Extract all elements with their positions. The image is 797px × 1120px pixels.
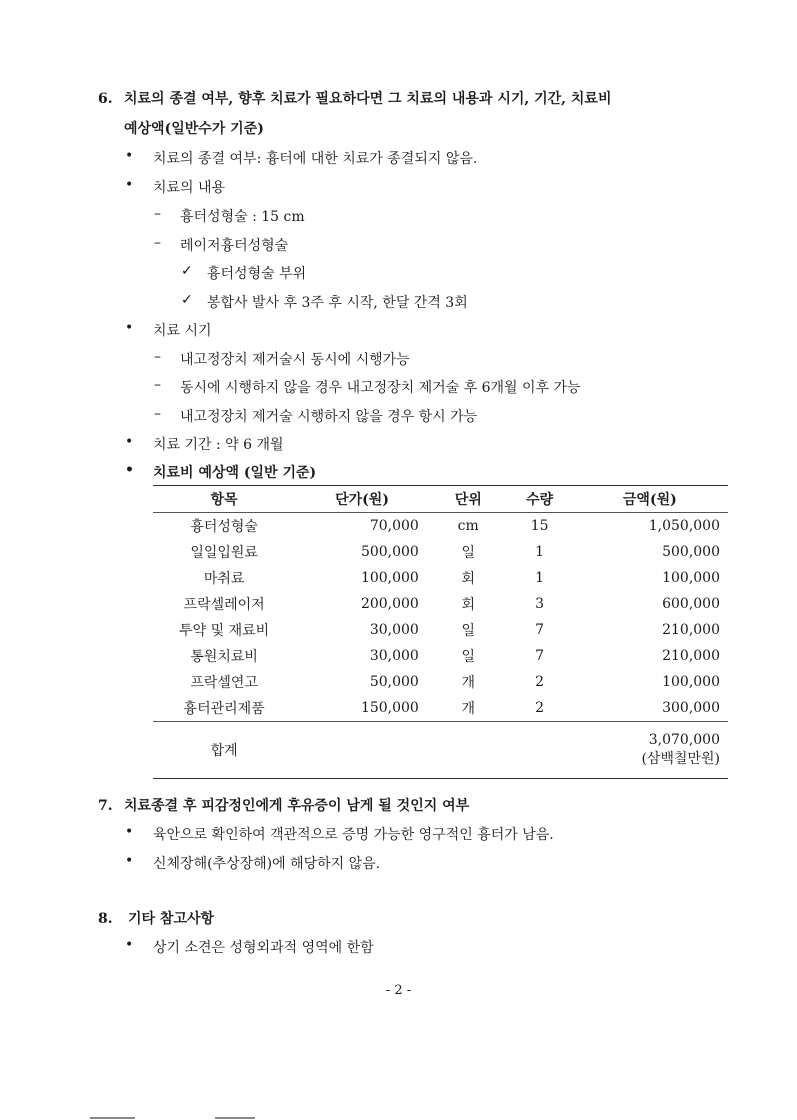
cell-item: 프락셀연고 <box>190 675 258 691</box>
page-number: - 2 - <box>385 983 412 998</box>
s6-bullet-cost-estimate: • 치료비 예상액 (일반 기준) <box>153 462 316 482</box>
cell-unit-price: 150,000 <box>360 700 419 716</box>
cell-unit-price: 30,000 <box>369 622 419 638</box>
cell-item: 마취료 <box>203 571 245 587</box>
cell-amount: 500,000 <box>662 544 720 560</box>
table-row <box>153 513 728 540</box>
table-row <box>153 643 728 669</box>
total-amount-words: (삼백칠만원) <box>641 751 720 767</box>
section-8-title <box>98 908 214 928</box>
cell-item: 흉터관리제품 <box>183 701 265 717</box>
header-quantity: 수량 <box>526 492 554 508</box>
table-row <box>153 669 728 695</box>
cell-quantity: 2 <box>535 700 545 716</box>
s6-dash-timing-3: – 내고정장치 제거술 시행하지 않을 경우 항시 가능 <box>180 406 477 426</box>
cell-amount: 100,000 <box>662 570 720 586</box>
s7-bullet-disability: • 신체장해(추상장해)에 해당하지 않음. <box>153 853 380 873</box>
header-unit-price: 단가(원) <box>335 492 389 508</box>
cell-amount: 210,000 <box>662 622 720 638</box>
cell-item: 투약 및 재료비 <box>179 623 270 639</box>
cell-unit-price: 200,000 <box>360 596 419 612</box>
total-amount-cell <box>572 722 728 779</box>
s6-bullet-treatment-content: • 치료의 내용 <box>153 177 225 197</box>
table-row <box>153 591 728 617</box>
cell-unit-price: 100,000 <box>360 570 419 586</box>
section-8-title-text: 기타 참고사항 <box>128 911 215 927</box>
cell-quantity: 1 <box>535 570 545 586</box>
s6-check-schedule: ✓ 봉합사 발사 후 3주 후 시작, 한달 간격 3회 <box>207 292 468 312</box>
cell-amount: 210,000 <box>662 648 720 664</box>
scan-mark-bottom-center <box>215 1117 255 1119</box>
cell-quantity: 7 <box>535 648 545 664</box>
cell-amount: 1,050,000 <box>648 518 720 534</box>
cell-quantity: 2 <box>535 674 545 690</box>
cell-unit-price: 500,000 <box>360 544 419 560</box>
cell-unit: cm <box>457 518 479 534</box>
table-total-row <box>153 722 728 779</box>
section-6-title-line1: 치료의 종결 여부, 향후 치료가 필요하다면 그 치료의 내용과 시기, 기간, 치료비 <box>124 91 612 107</box>
cell-unit: 일 <box>461 649 475 665</box>
cell-unit: 회 <box>461 597 475 613</box>
section-7-title <box>98 795 469 815</box>
cell-amount: 600,000 <box>662 596 720 612</box>
table-row <box>153 617 728 643</box>
table-header-row <box>153 486 728 513</box>
cell-item: 흉터성형술 <box>190 519 258 535</box>
table-row <box>153 565 728 591</box>
s6-bullet-closure: • 치료의 종결 여부: 흉터에 대한 치료가 종결되지 않음. <box>153 148 477 168</box>
s6-dash-laser-scar-revision: – 레이저흉터성형술 <box>180 235 288 255</box>
s7-bullet-permanent-scar: • 육안으로 확인하여 객관적으로 증명 가능한 영구적인 흉터가 남음. <box>153 824 554 844</box>
cell-unit-price: 70,000 <box>369 518 419 534</box>
cell-unit: 개 <box>461 675 475 691</box>
cell-amount: 300,000 <box>662 700 720 716</box>
cell-unit: 일 <box>461 623 475 639</box>
cell-unit-price: 50,000 <box>369 674 419 690</box>
cell-unit: 회 <box>461 571 475 587</box>
s6-dash-scar-revision: – 흉터성형술 : 15 cm <box>180 206 305 226</box>
s8-bullet-scope: • 상기 소견은 성형외과적 영역에 한함 <box>153 937 374 957</box>
header-unit: 단위 <box>454 492 482 508</box>
cell-quantity: 1 <box>535 544 545 560</box>
section-7-title-text: 치료종결 후 피감정인에게 후유증이 남게 될 것인지 여부 <box>124 798 470 814</box>
section-7-number: 7. <box>98 798 113 814</box>
s6-dash-timing-1: – 내고정장치 제거술시 동시에 시행가능 <box>180 349 410 369</box>
s6-check-site: ✓ 흉터성형술 부위 <box>207 263 306 283</box>
cell-amount: 100,000 <box>662 674 720 690</box>
total-label: 합계 <box>210 743 238 759</box>
section-8-number: 8. <box>98 911 113 927</box>
total-amount: 3,070,000 <box>648 732 720 748</box>
section-6-title-line2: 예상액(일반수가 기준) <box>124 121 264 137</box>
scan-mark-bottom-left <box>90 1117 135 1119</box>
header-amount: 금액(원) <box>622 492 677 508</box>
s6-bullet-duration: • 치료 기간 : 약 6 개월 <box>153 434 284 454</box>
table-row <box>153 695 728 722</box>
cell-quantity: 15 <box>530 518 549 534</box>
cell-quantity: 7 <box>535 622 545 638</box>
section-6-number: 6. <box>98 91 113 107</box>
cell-item: 일일입원료 <box>190 545 258 561</box>
header-item: 항목 <box>210 492 238 508</box>
section-6-title <box>98 88 611 108</box>
cell-unit: 개 <box>461 701 475 717</box>
table-row <box>153 539 728 565</box>
cell-unit: 일 <box>461 545 475 561</box>
s6-dash-timing-2: – 동시에 시행하지 않을 경우 내고정장치 제거술 후 6개월 이후 가능 <box>180 377 581 397</box>
cost-table <box>153 485 728 779</box>
cell-unit-price: 30,000 <box>369 648 419 664</box>
cell-quantity: 3 <box>535 596 545 612</box>
cell-item: 통원치료비 <box>190 649 258 665</box>
s6-bullet-timing: • 치료 시기 <box>153 320 212 340</box>
cell-item: 프락셀레이저 <box>183 597 265 613</box>
